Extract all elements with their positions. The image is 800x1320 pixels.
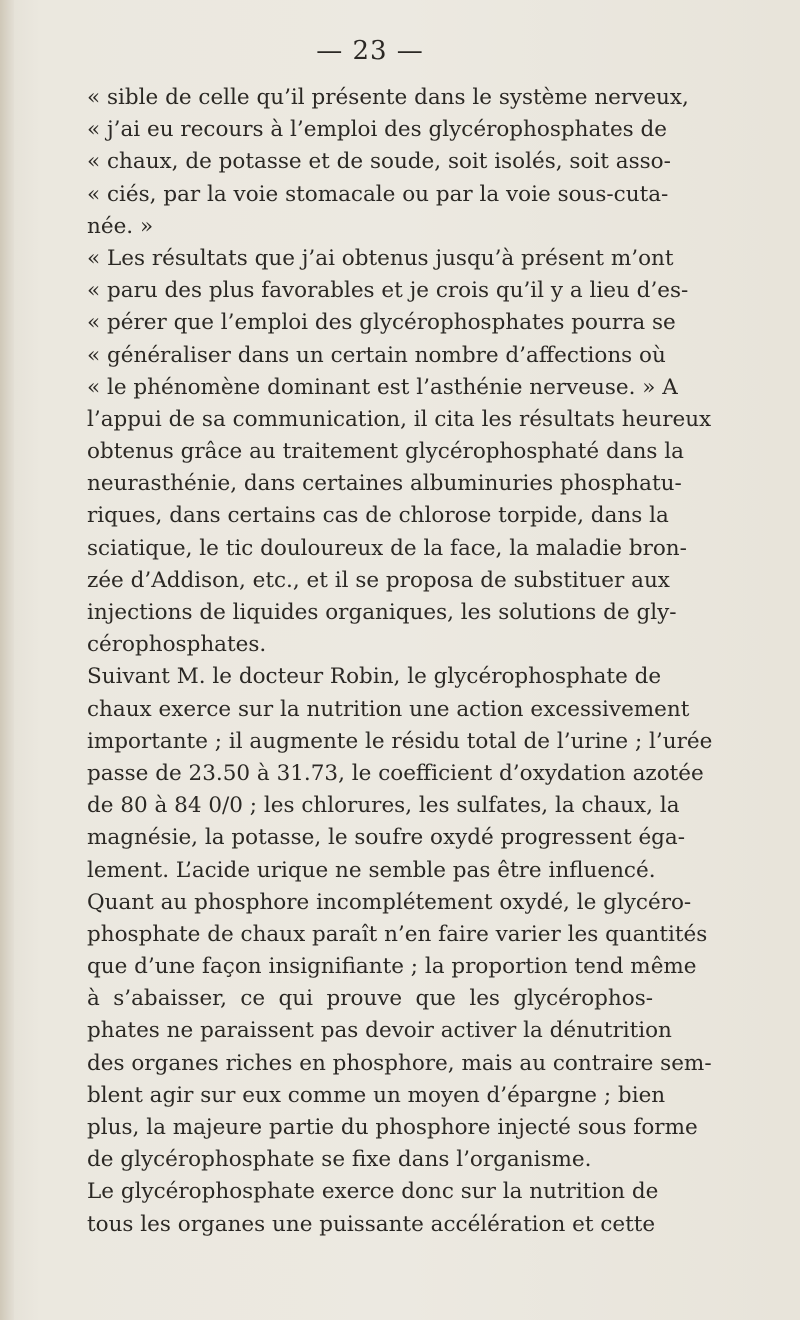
- text-line: passe de 23.50 à 31.73, le coefficient d’oxydation azotée: [87, 760, 704, 786]
- text-line: importante ; il augmente le résidu total de l’urine ; l’urée: [87, 728, 713, 754]
- text-line: plus, la majeure partie du phosphore injecté sous forme: [87, 1115, 698, 1140]
- text-line: Suivant M. le docteur Robin, le glycérophosphate de: [87, 664, 662, 690]
- text-line: « chaux, de potasse et de soude, soit isolés, soit asso-: [87, 149, 671, 175]
- text-line: de 80 à 84 0/0 ; les chlorures, les sulfates, la chaux, la: [87, 793, 680, 819]
- text-line: Quant au phosphore incomplétement oxydé, le glycéro-: [87, 889, 692, 915]
- text-line: injections de liquides organiques, les solutions de gly-: [87, 600, 677, 625]
- text-line: née. »: [87, 213, 154, 239]
- text-line: phates ne paraissent pas devoir activer la dénutrition: [87, 1018, 672, 1044]
- text-line: des organes riches en phosphore, mais au contraire sem-: [87, 1050, 712, 1076]
- text-line: blent agir sur eux comme un moyen d’épargne ; bien: [87, 1082, 666, 1108]
- text-line: tous les organes une puissante accélération et cette: [87, 1211, 656, 1237]
- text-line: chaux exerce sur la nutrition une action excessivement: [87, 696, 690, 722]
- text-line: magnésie, la potasse, le soufre oxydé progressent éga-: [87, 825, 686, 851]
- body-text: [87, 82, 713, 1241]
- text-line: zée d’Addison, etc., et il se proposa de substituer aux: [87, 567, 670, 593]
- text-line: « Les résultats que j’ai obtenus jusqu’à présent m’ont: [87, 245, 674, 271]
- text-line: « sible de celle qu’il présente dans le système nerveux,: [87, 85, 689, 110]
- text-line: obtenus grâce au traitement glycérophosphaté dans la: [87, 439, 684, 465]
- page-number: — 23 —: [316, 36, 424, 66]
- text-line: « le phénomène dominant est l’asthénie nerveuse. » A: [87, 374, 678, 400]
- text-line: à s’abaisser, ce qui prouve que les glycérophos-: [87, 986, 653, 1012]
- page-edge-shadow: [0, 0, 14, 1320]
- text-line: de glycérophosphate se fixe dans l’organisme.: [87, 1147, 592, 1173]
- text-line: lement. L’acide urique ne semble pas être influencé.: [87, 857, 656, 883]
- text-line: « j’ai eu recours à l’emploi des glycérophosphates de: [87, 117, 668, 143]
- text-line: phosphate de chaux paraît n’en faire varier les quantités: [87, 921, 708, 947]
- text-line: sciatique, le tic douloureux de la face, la maladie bron-: [87, 535, 687, 561]
- text-line: l’appui de sa communication, il cita les résultats heureux: [87, 406, 712, 432]
- text-line: « ciés, par la voie stomacale ou par la voie sous-cuta-: [87, 181, 669, 207]
- text-line: « paru des plus favorables et je crois qu’il y a lieu d’es-: [87, 278, 689, 304]
- text-line: riques, dans certains cas de chlorose torpide, dans la: [87, 503, 669, 529]
- text-line: Le glycérophosphate exerce donc sur la nutrition de: [87, 1179, 659, 1205]
- text-line: que d’une façon insignifiante ; la proportion tend même: [87, 954, 697, 980]
- text-line: neurasthénie, dans certaines albuminuries phosphatu-: [87, 471, 682, 497]
- text-line: « généraliser dans un certain nombre d’affections où: [87, 342, 666, 368]
- text-line: cérophosphates.: [87, 632, 267, 658]
- text-line: « pérer que l’emploi des glycérophosphates pourra se: [87, 310, 676, 336]
